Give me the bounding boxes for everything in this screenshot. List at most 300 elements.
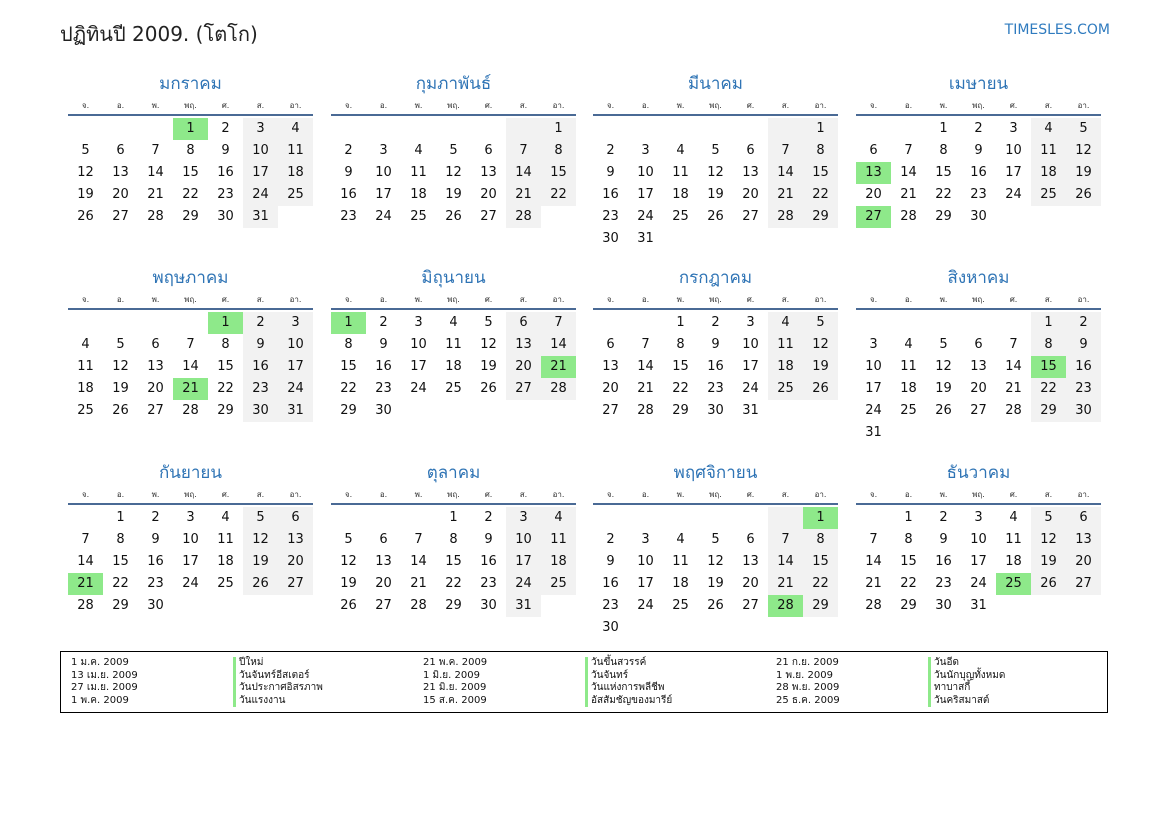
day-cell: 29 [340,403,357,418]
day-cell: 14 [506,162,541,184]
day-cell: 24 [865,403,882,418]
legend-holiday-name: วันแรงงาน [233,695,323,708]
weekday-header [331,489,576,505]
weekday-label: ศ. [484,101,493,110]
day-grid [593,312,838,422]
month-name: สิงหาคม [947,268,1010,288]
weekday-label: อ. [641,295,650,304]
day-cell: 20 [147,381,164,396]
day-cell: 13 [375,554,392,569]
empty-day-cell [103,118,138,140]
day-cell: 31 [506,595,541,617]
day-cell: 24 [506,573,541,595]
day-cell: 27 [147,403,164,418]
empty-day-cell [138,312,173,334]
month-name: กุมภาพันธ์ [415,74,492,94]
holiday-day-cell: 25 [996,573,1031,595]
day-cell: 29 [1031,400,1066,422]
day-cell: 28 [637,403,654,418]
day-cell: 26 [445,209,462,224]
legend-holiday-name: วันนักบุญทั้งหมด [928,670,1005,683]
day-cell: 17 [970,554,987,569]
weekday-label: ศ. [746,295,755,304]
day-cell: 7 [414,532,423,547]
day-cell: 15 [803,551,838,573]
month-name: กันยายน [158,463,222,483]
day-cell: 14 [541,334,576,356]
day-cell: 4 [449,315,458,330]
day-cell: 2 [1066,312,1101,334]
weekday-label: ส. [519,490,528,499]
day-cell: 31 [865,425,882,440]
day-cell: 7 [768,529,803,551]
day-cell: 20 [506,356,541,378]
day-grid [856,118,1101,228]
day-cell: 30 [243,400,278,422]
day-cell: 18 [768,356,803,378]
day-cell: 3 [186,510,195,525]
day-cell: 18 [672,576,689,591]
day-cell: 1 [803,118,838,140]
day-cell: 11 [278,140,313,162]
holiday-legend [60,651,1108,713]
weekday-label: พฤ. [447,490,460,499]
day-cell: 9 [243,334,278,356]
day-cell: 8 [676,337,685,352]
day-cell: 13 [278,529,313,551]
day-cell: 5 [344,532,353,547]
day-cell: 21 [637,381,654,396]
day-cell: 25 [768,378,803,400]
day-cell: 2 [711,315,720,330]
weekday-label: อา. [552,101,565,110]
month-3 [593,72,838,250]
day-cell: 1 [676,315,685,330]
legend-holiday-name: วันแห่งการพลีชีพ [585,682,672,695]
weekday-label: อ. [904,490,913,499]
day-cell: 27 [375,598,392,613]
day-cell: 21 [768,184,803,206]
day-cell: 22 [672,381,689,396]
day-cell: 17 [182,554,199,569]
day-cell: 2 [344,143,353,158]
day-cell: 12 [77,165,94,180]
day-cell: 13 [506,334,541,356]
day-cell: 18 [1031,162,1066,184]
day-cell: 5 [243,507,278,529]
empty-day-cell [628,312,663,334]
weekday-label: จ. [81,101,90,110]
day-cell: 23 [375,381,392,396]
day-cell: 4 [768,312,803,334]
day-cell: 19 [340,576,357,591]
day-cell: 8 [803,529,838,551]
day-cell: 26 [340,598,357,613]
legend-date: 21 มิ.ย. 2009 [423,682,487,693]
day-cell: 10 [637,165,654,180]
day-cell: 21 [865,576,882,591]
day-cell: 5 [81,143,90,158]
day-cell: 29 [935,209,952,224]
weekday-label: ส. [1044,295,1053,304]
day-grid [593,507,838,639]
day-cell: 7 [641,337,650,352]
weekday-label: พ. [414,295,423,304]
day-cell: 4 [278,118,313,140]
day-cell: 29 [803,206,838,228]
weekday-label: จ. [606,490,615,499]
day-cell: 24 [742,381,759,396]
holiday-day-cell: 15 [1031,356,1066,378]
legend-date: 1 พ.ค. 2009 [71,694,129,706]
day-cell: 4 [676,532,685,547]
weekday-label: พ. [414,101,423,110]
weekday-label: อา. [289,295,302,304]
day-cell: 24 [637,209,654,224]
day-cell: 17 [243,162,278,184]
day-cell: 11 [217,532,234,547]
day-cell: 29 [803,595,838,617]
weekday-label: อา. [552,490,565,499]
empty-day-cell [436,118,471,140]
weekday-label: อา. [1077,101,1090,110]
empty-day-cell [768,507,803,529]
day-cell: 23 [480,576,497,591]
day-cell: 24 [278,378,313,400]
day-cell: 7 [506,140,541,162]
day-cell: 6 [606,337,615,352]
day-grid [331,312,576,422]
day-cell: 10 [243,140,278,162]
day-cell: 5 [803,312,838,334]
day-grid [68,312,313,422]
day-cell: 11 [77,359,94,374]
month-name: เมษายน [948,74,1009,94]
day-cell: 13 [602,359,619,374]
weekday-label: ศ. [221,295,230,304]
day-cell: 14 [768,551,803,573]
day-cell: 15 [900,554,917,569]
day-cell: 1 [116,510,125,525]
day-cell: 5 [711,532,720,547]
day-cell: 25 [1031,184,1066,206]
day-cell: 26 [1031,573,1066,595]
day-cell: 19 [1066,162,1101,184]
day-cell: 22 [445,576,462,591]
day-cell: 3 [506,507,541,529]
empty-day-cell [663,507,698,529]
legend-column-3-names [928,657,1005,707]
weekday-label: ส. [781,490,790,499]
day-cell: 15 [340,359,357,374]
day-cell: 16 [480,554,497,569]
day-cell: 7 [1009,337,1018,352]
day-cell: 4 [1009,510,1018,525]
weekday-label: ส. [781,295,790,304]
weekday-header [68,100,313,116]
weekday-label: จ. [869,295,878,304]
day-cell: 27 [742,209,759,224]
month-11 [593,461,838,639]
empty-day-cell [366,118,401,140]
weekday-label: ส. [256,101,265,110]
day-cell: 17 [506,551,541,573]
empty-day-cell [68,118,103,140]
day-cell: 2 [606,143,615,158]
empty-day-cell [856,507,891,529]
page-title: ปฏิทินปี 2009. (โตโก) [60,22,258,46]
empty-day-cell [593,312,628,334]
weekday-label: พ. [939,295,948,304]
day-cell: 20 [375,576,392,591]
day-cell: 31 [637,231,654,246]
weekday-label: จ. [606,295,615,304]
weekday-label: ศ. [746,490,755,499]
empty-day-cell [856,312,891,334]
weekday-label: พฤ. [709,101,722,110]
month-9 [68,461,313,617]
weekday-label: จ. [869,490,878,499]
day-cell: 18 [900,381,917,396]
day-cell: 22 [112,576,129,591]
day-cell: 21 [900,187,917,202]
day-cell: 31 [243,206,278,228]
weekday-label: พฤ. [184,101,197,110]
day-cell: 5 [484,315,493,330]
day-cell: 23 [602,209,619,224]
day-cell: 13 [742,554,759,569]
day-cell: 25 [217,576,234,591]
day-cell: 3 [379,143,388,158]
day-cell: 18 [217,554,234,569]
day-grid [856,507,1101,617]
month-name: ธันวาคม [946,463,1011,483]
day-cell: 11 [672,554,689,569]
weekday-label: อ. [379,101,388,110]
day-cell: 9 [974,143,983,158]
day-cell: 10 [278,334,313,356]
day-cell: 12 [1031,529,1066,551]
day-cell: 12 [1066,140,1101,162]
day-cell: 16 [970,165,987,180]
day-cell: 2 [484,510,493,525]
day-cell: 30 [217,209,234,224]
legend-date: 25 ธ.ค. 2009 [776,694,840,706]
weekday-header [331,100,576,116]
day-cell: 14 [900,165,917,180]
weekday-header [856,489,1101,505]
day-cell: 29 [112,598,129,613]
day-cell: 3 [278,312,313,334]
weekday-label: อา. [814,295,827,304]
weekday-label: อ. [641,490,650,499]
weekday-label: อา. [289,101,302,110]
day-cell: 6 [379,532,388,547]
empty-day-cell [926,312,961,334]
weekday-label: ศ. [746,101,755,110]
day-cell: 16 [602,187,619,202]
weekday-header [856,294,1101,310]
day-cell: 22 [935,187,952,202]
weekday-label: พฤ. [972,490,985,499]
day-cell: 30 [375,403,392,418]
day-cell: 28 [865,598,882,613]
day-cell: 28 [77,598,94,613]
day-cell: 21 [506,184,541,206]
day-cell: 4 [81,337,90,352]
day-cell: 12 [112,359,129,374]
empty-day-cell [663,118,698,140]
weekday-label: พ. [676,101,685,110]
day-cell: 8 [344,337,353,352]
weekday-label: อา. [1077,295,1090,304]
day-cell: 24 [182,576,199,591]
day-cell: 18 [672,187,689,202]
day-cell: 4 [1031,118,1066,140]
day-cell: 16 [602,576,619,591]
day-grid [593,118,838,250]
holiday-day-cell: 28 [768,595,803,617]
day-cell: 29 [217,403,234,418]
day-cell: 22 [803,184,838,206]
month-1 [68,72,313,228]
day-cell: 7 [81,532,90,547]
day-cell: 23 [970,187,987,202]
day-cell: 17 [410,359,427,374]
day-cell: 23 [707,381,724,396]
day-cell: 23 [935,576,952,591]
day-cell: 16 [340,187,357,202]
day-cell: 25 [541,573,576,595]
day-cell: 14 [182,359,199,374]
day-cell: 15 [182,165,199,180]
month-name: พฤศจิกายน [673,463,758,483]
day-cell: 20 [112,187,129,202]
empty-day-cell [593,118,628,140]
day-cell: 4 [676,143,685,158]
empty-day-cell [331,118,366,140]
day-cell: 17 [742,359,759,374]
day-cell: 27 [602,403,619,418]
day-cell: 19 [707,187,724,202]
weekday-label: พฤ. [972,101,985,110]
legend-date: 1 ม.ค. 2009 [71,657,129,668]
day-cell: 19 [243,551,278,573]
day-cell: 24 [1005,187,1022,202]
day-cell: 9 [939,532,948,547]
day-cell: 9 [711,337,720,352]
day-cell: 28 [182,403,199,418]
day-cell: 5 [1066,118,1101,140]
day-cell: 18 [77,381,94,396]
empty-day-cell [891,312,926,334]
day-cell: 7 [904,143,913,158]
empty-day-cell [593,507,628,529]
day-cell: 5 [939,337,948,352]
day-cell: 27 [112,209,129,224]
day-cell: 16 [375,359,392,374]
day-cell: 26 [935,403,952,418]
day-cell: 14 [410,554,427,569]
day-cell: 11 [410,165,427,180]
empty-day-cell [698,118,733,140]
day-cell: 9 [606,165,615,180]
empty-day-cell [173,312,208,334]
weekday-label: ส. [256,490,265,499]
day-cell: 19 [480,359,497,374]
day-cell: 18 [278,162,313,184]
day-cell: 26 [1066,184,1101,206]
empty-day-cell [68,507,103,529]
day-cell: 3 [243,118,278,140]
day-cell: 12 [935,359,952,374]
weekday-label: พฤ. [447,101,460,110]
month-5 [68,266,313,422]
day-cell: 16 [243,356,278,378]
day-cell: 27 [1066,573,1101,595]
legend-holiday-name: วันจันทร์ [585,670,672,683]
month-4 [856,72,1101,228]
day-cell: 25 [278,184,313,206]
holiday-day-cell: 21 [173,378,208,400]
weekday-label: จ. [606,101,615,110]
day-cell: 22 [803,573,838,595]
day-cell: 29 [900,598,917,613]
weekday-label: จ. [869,101,878,110]
day-cell: 28 [900,209,917,224]
weekday-label: ศ. [1009,101,1018,110]
weekday-label: ส. [1044,490,1053,499]
empty-day-cell [103,312,138,334]
month-2 [331,72,576,228]
day-cell: 23 [243,378,278,400]
weekday-label: อา. [552,295,565,304]
day-cell: 16 [217,165,234,180]
day-cell: 31 [742,403,759,418]
empty-day-cell [733,507,768,529]
weekday-label: อ. [641,101,650,110]
legend-holiday-name: ทาบาสกี้ [928,682,1005,695]
day-cell: 7 [186,337,195,352]
weekday-label: อ. [379,295,388,304]
day-cell: 24 [375,209,392,224]
day-cell: 16 [1066,356,1101,378]
day-grid [331,507,576,617]
day-cell: 8 [221,337,230,352]
day-cell: 10 [970,532,987,547]
month-6 [331,266,576,422]
weekday-header [856,100,1101,116]
month-10 [331,461,576,617]
site-link[interactable]: TIMESLES.COM [1004,22,1110,38]
day-cell: 13 [147,359,164,374]
empty-day-cell [961,312,996,334]
weekday-label: ศ. [484,295,493,304]
day-cell: 20 [865,187,882,202]
day-cell: 16 [147,554,164,569]
day-cell: 25 [77,403,94,418]
weekday-header [593,100,838,116]
day-cell: 23 [217,187,234,202]
day-cell: 24 [970,576,987,591]
month-name: มิถุนายน [421,268,486,288]
day-cell: 30 [480,598,497,613]
day-cell: 8 [1031,334,1066,356]
month-name: กรกฎาคม [678,268,753,288]
day-cell: 29 [182,209,199,224]
day-cell: 2 [151,510,160,525]
legend-date: 13 เม.ย. 2009 [71,669,138,681]
